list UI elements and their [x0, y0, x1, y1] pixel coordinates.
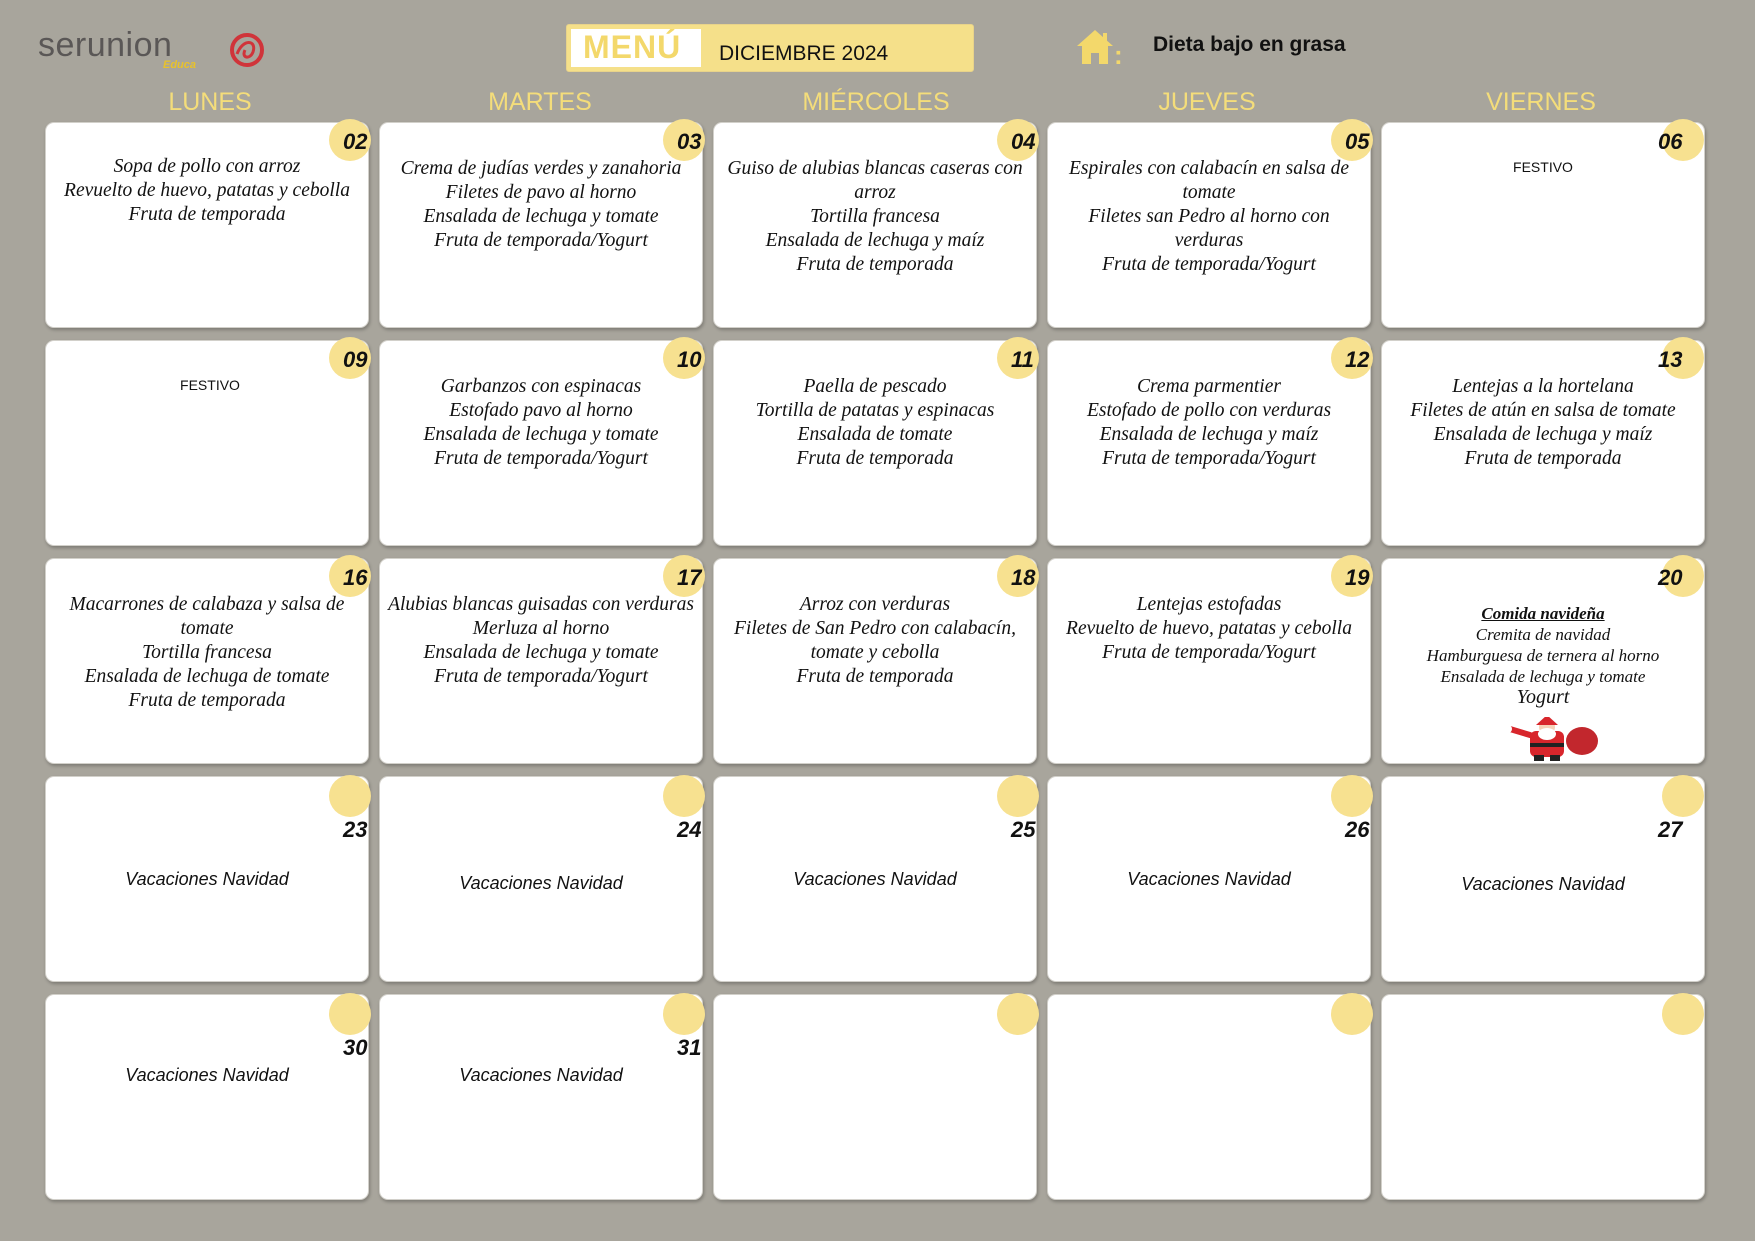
day-cell — [45, 340, 369, 546]
day-header-1: MARTES — [488, 88, 592, 116]
logo-text: serunion — [38, 26, 173, 64]
meal-item: Ensalada de lechuga de tomate — [84, 666, 330, 687]
day-number: 12 — [1345, 347, 1370, 372]
vacation-note: Vacaciones Navidad — [125, 869, 289, 889]
day-badge — [1662, 775, 1704, 817]
meal-item: Fruta de temporada — [796, 448, 954, 469]
vacation-note: Vacaciones Navidad — [459, 1065, 623, 1085]
day-cell — [1381, 122, 1705, 328]
meal-item: Revuelto de huevo, patatas y cebolla — [64, 180, 350, 201]
meal-list — [720, 375, 1030, 471]
meal-list — [1388, 375, 1698, 471]
diet-label: Dieta bajo en grasa — [1153, 33, 1346, 56]
meal-item: Fruta de temporada — [796, 254, 954, 275]
meal-list — [1054, 593, 1364, 665]
home-colon: : — [1114, 40, 1123, 70]
meal-list — [52, 155, 362, 227]
santa-icon — [1490, 717, 1602, 761]
day-badge — [329, 993, 371, 1035]
day-header-0: LUNES — [168, 88, 252, 116]
day-header-3: JUEVES — [1158, 88, 1256, 116]
meal-item: Filetes san Pedro al horno con verduras — [1088, 206, 1330, 251]
meal-item: Ensalada de lechuga y maíz — [765, 230, 985, 251]
christmas-item: Hamburguesa de ternera al horno — [1426, 646, 1660, 665]
meal-item: Estofado pavo al horno — [449, 400, 633, 421]
day-number: 02 — [343, 129, 368, 154]
day-badge — [997, 775, 1039, 817]
day-cell — [1381, 776, 1705, 982]
christmas-menu — [1388, 603, 1698, 708]
day-badge — [663, 775, 705, 817]
serunion-logo — [38, 24, 258, 74]
vacation-note: Vacaciones Navidad — [459, 873, 623, 893]
day-number: 10 — [677, 347, 702, 372]
menu-title-box — [566, 24, 974, 72]
meal-item: Alubias blancas guisadas con verduras — [388, 594, 694, 615]
day-badge — [1662, 993, 1704, 1035]
meal-item: Crema parmentier — [1137, 376, 1281, 397]
day-cell — [379, 994, 703, 1200]
day-cell — [45, 122, 369, 328]
christmas-last-item: Yogurt — [1516, 686, 1570, 708]
logo-swirl-icon — [213, 28, 283, 72]
meal-item: Fruta de temporada/Yogurt — [1102, 448, 1316, 469]
meal-item: Ensalada de lechuga y maíz — [1433, 424, 1653, 445]
day-cell — [713, 558, 1037, 764]
day-badge — [1331, 775, 1373, 817]
day-number: 27 — [1658, 817, 1683, 842]
day-number: 09 — [343, 347, 368, 372]
day-number: 25 — [1011, 817, 1036, 842]
day-number: 30 — [343, 1035, 368, 1060]
vacation-note: Vacaciones Navidad — [1127, 869, 1291, 889]
meal-item: Tortilla de patatas y espinacas — [755, 400, 995, 421]
meal-item: Merluza al horno — [472, 618, 610, 639]
day-cell — [1381, 994, 1705, 1200]
day-cell — [713, 122, 1037, 328]
day-cell — [1047, 340, 1371, 546]
meal-item: Ensalada de lechuga y tomate — [423, 424, 659, 445]
day-cell — [1381, 558, 1705, 764]
day-number: 24 — [677, 817, 702, 842]
meal-item: Tortilla francesa — [142, 642, 272, 663]
meal-item: Espirales con calabacín en salsa de tomate — [1069, 158, 1349, 203]
day-cell — [1047, 776, 1371, 982]
day-cell — [713, 340, 1037, 546]
christmas-item: Cremita de navidad — [1475, 625, 1611, 644]
day-number: 26 — [1345, 817, 1370, 842]
meal-list — [386, 375, 696, 471]
day-number: 18 — [1011, 565, 1036, 590]
day-cell — [45, 558, 369, 764]
meal-item: Garbanzos con espinacas — [440, 376, 642, 397]
meal-item: Revuelto de huevo, patatas y cebolla — [1066, 618, 1352, 639]
day-cell — [1047, 994, 1371, 1200]
vacation-note: Vacaciones Navidad — [793, 869, 957, 889]
meal-item: Guiso de alubias blancas caseras con arroz — [727, 158, 1023, 203]
meal-list — [1054, 375, 1364, 471]
meal-item: Fruta de temporada — [128, 204, 286, 225]
day-number: 31 — [677, 1035, 702, 1060]
vacation-note: Vacaciones Navidad — [125, 1065, 289, 1085]
day-badge — [1331, 993, 1373, 1035]
day-cell — [379, 776, 703, 982]
day-cell — [713, 776, 1037, 982]
day-badge — [997, 993, 1039, 1035]
christmas-title: Comida navideña — [1481, 604, 1605, 623]
meal-list — [720, 593, 1030, 689]
meal-item: Ensalada de tomate — [797, 424, 953, 445]
vacation-note: Vacaciones Navidad — [1461, 874, 1625, 894]
day-number: 17 — [677, 565, 702, 590]
home-icon — [1075, 28, 1115, 66]
meal-item: Filetes de San Pedro con calabacín, tomate y cebolla — [734, 618, 1016, 663]
holiday-note: FESTIVO — [180, 377, 240, 393]
meal-item: Fruta de temporada — [1464, 448, 1622, 469]
meal-list — [1054, 157, 1364, 277]
meal-item: Fruta de temporada/Yogurt — [434, 448, 648, 469]
day-cell — [379, 558, 703, 764]
day-cell — [1047, 558, 1371, 764]
day-cell — [379, 122, 703, 328]
day-number: 06 — [1658, 129, 1683, 154]
day-cell — [45, 776, 369, 982]
day-number: 16 — [343, 565, 368, 590]
day-cell — [1047, 122, 1371, 328]
day-number: 03 — [677, 129, 702, 154]
day-number: 23 — [343, 817, 368, 842]
meal-item: Crema de judías verdes y zanahoria — [400, 158, 682, 179]
meal-item: Fruta de temporada — [796, 666, 954, 687]
meal-item: Lentejas a la hortelana — [1452, 376, 1634, 397]
meal-item: Arroz con verduras — [799, 594, 951, 615]
meal-list — [52, 593, 362, 713]
menu-month: DICIEMBRE 2024 — [719, 42, 889, 65]
meal-item: Macarrones de calabaza y salsa de tomate — [69, 594, 345, 639]
meal-item: Fruta de temporada — [128, 690, 286, 711]
meal-item: Fruta de temporada/Yogurt — [434, 230, 648, 251]
meal-item: Lentejas estofadas — [1136, 594, 1282, 615]
meal-item: Filetes de pavo al horno — [445, 182, 637, 203]
meal-item: Ensalada de lechuga y tomate — [423, 642, 659, 663]
day-number: 04 — [1011, 129, 1036, 154]
meal-item: Tortilla francesa — [810, 206, 940, 227]
meal-item: Ensalada de lechuga y maíz — [1099, 424, 1319, 445]
day-number: 05 — [1345, 129, 1370, 154]
day-badge — [329, 775, 371, 817]
day-header-4: VIERNES — [1486, 88, 1596, 116]
day-cell — [379, 340, 703, 546]
meal-item: Filetes de atún en salsa de tomate — [1410, 400, 1676, 421]
meal-item: Fruta de temporada/Yogurt — [1102, 642, 1316, 663]
day-number: 20 — [1658, 565, 1683, 590]
meal-item: Fruta de temporada/Yogurt — [434, 666, 648, 687]
day-number: 13 — [1658, 347, 1683, 372]
day-cell — [713, 994, 1037, 1200]
logo-subtext: Educa — [163, 59, 197, 71]
holiday-note: FESTIVO — [1513, 159, 1573, 175]
day-cell — [45, 994, 369, 1200]
christmas-item: Ensalada de lechuga y tomate — [1440, 667, 1646, 686]
meal-list — [386, 593, 696, 689]
day-number: 11 — [1011, 347, 1034, 372]
day-badge — [663, 993, 705, 1035]
meal-item: Estofado de pollo con verduras — [1086, 400, 1332, 421]
meal-list — [720, 157, 1030, 277]
day-header-2: MIÉRCOLES — [802, 88, 950, 116]
meal-item: Paella de pescado — [803, 376, 947, 397]
day-cell — [1381, 340, 1705, 546]
meal-item: Ensalada de lechuga y tomate — [423, 206, 659, 227]
meal-list — [386, 157, 696, 253]
meal-item: Fruta de temporada/Yogurt — [1102, 254, 1316, 275]
day-number: 19 — [1345, 565, 1370, 590]
meal-item: Sopa de pollo con arroz — [113, 156, 301, 177]
menu-label: MENÚ — [583, 29, 682, 65]
